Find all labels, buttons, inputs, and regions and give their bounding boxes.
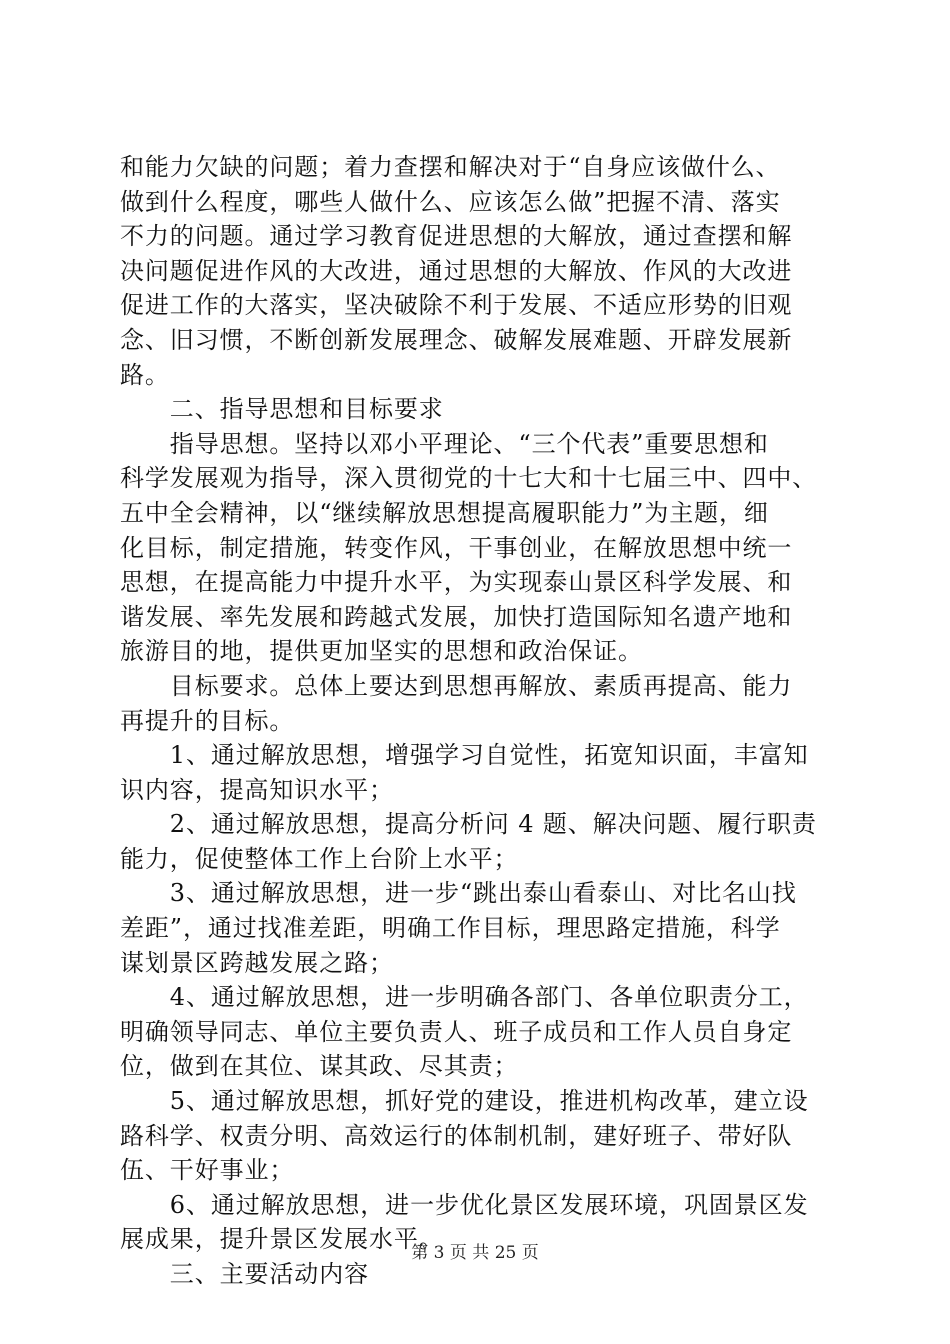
text-line: 谐发展、率先发展和跨越式发展，加快打造国际知名遗产地和 bbox=[120, 602, 793, 631]
text-line: 促进工作的大落实，坚决破除不利于发展、不适应形势的旧观 bbox=[120, 291, 793, 320]
text-line: 指导思想。坚持以邓小平理论、“三个代表”重要思想和 bbox=[120, 429, 769, 458]
list-item-line: 明确领导同志、单位主要负责人、班子成员和工作人员自身定 bbox=[120, 1017, 793, 1046]
list-item-line: 展成果，提升景区发展水平。 bbox=[120, 1225, 444, 1254]
list-item-line: 路科学、权责分明、高效运行的体制机制，建好班子、带好队 bbox=[120, 1121, 793, 1150]
section-heading: 二、指导思想和目标要求 bbox=[120, 395, 444, 424]
text-line: 思想，在提高能力中提升水平，为实现泰山景区科学发展、和 bbox=[120, 568, 793, 597]
text-line: 念、旧习惯，不断创新发展理念、破解发展难题、开辟发展新 bbox=[120, 325, 793, 354]
text-line: 决问题促进作风的大改进，通过思想的大解放、作风的大改进 bbox=[120, 256, 793, 285]
list-item-line: 4、通过解放思想，进一步明确各部门、各单位职责分工， bbox=[120, 983, 809, 1012]
text-line: 不力的问题。通过学习教育促进思想的大解放，通过查摆和解 bbox=[120, 222, 793, 251]
text-line: 科学发展观为指导，深入贯彻党的十七大和十七届三中、四中、 bbox=[120, 464, 818, 493]
text-line: 和能力欠缺的问题；着力查摆和解决对于“自身应该做什么、 bbox=[120, 153, 781, 181]
list-item-line: 2、通过解放思想，提高分析问 4 题、解决问题、履行职责 bbox=[120, 810, 817, 839]
list-item-line: 3、通过解放思想，进一步“跳出泰山看泰山、对比名山找 bbox=[120, 879, 797, 908]
text-line: 化目标，制定措施，转变作风，干事创业，在解放思想中统一 bbox=[120, 533, 793, 562]
list-item-line: 识内容，提高知识水平； bbox=[120, 775, 394, 804]
list-item-line: 能力，促使整体工作上台阶上水平； bbox=[120, 844, 519, 873]
list-item-line: 1、通过解放思想，增强学习自觉性，拓宽知识面，丰富知 bbox=[120, 741, 809, 770]
section-heading: 三、主要活动内容 bbox=[120, 1260, 369, 1288]
list-item-line: 5、通过解放思想，抓好党的建设，推进机构改革，建立设 bbox=[120, 1087, 809, 1116]
document-body bbox=[120, 150, 840, 1292]
page-number-footer: 第 3 页 共 25 页 bbox=[411, 1243, 539, 1263]
list-item-line: 位，做到在其位、谋其政、尽其责； bbox=[120, 1052, 519, 1081]
text-line: 旅游目的地，提供更加坚实的思想和政治保证。 bbox=[120, 637, 643, 666]
list-item-line: 伍、干好事业； bbox=[120, 1156, 295, 1185]
text-line: 目标要求。总体上要达到思想再解放、素质再提高、能力 bbox=[120, 671, 793, 700]
list-item-line: 6、通过解放思想，进一步优化景区发展环境，巩固景区发 bbox=[120, 1190, 809, 1219]
text-line: 五中全会精神，以“继续解放思想提高履职能力”为主题，细 bbox=[120, 498, 769, 527]
list-item-line: 差距”，通过找准差距，明确工作目标，理思路定措施，科学 bbox=[120, 914, 781, 943]
list-item-line: 谋划景区跨越发展之路； bbox=[120, 948, 394, 977]
text-line: 再提升的目标。 bbox=[120, 706, 295, 735]
text-line: 做到什么程度，哪些人做什么、应该怎么做”把握不清、落实 bbox=[120, 187, 781, 216]
text-line: 路。 bbox=[120, 360, 170, 389]
